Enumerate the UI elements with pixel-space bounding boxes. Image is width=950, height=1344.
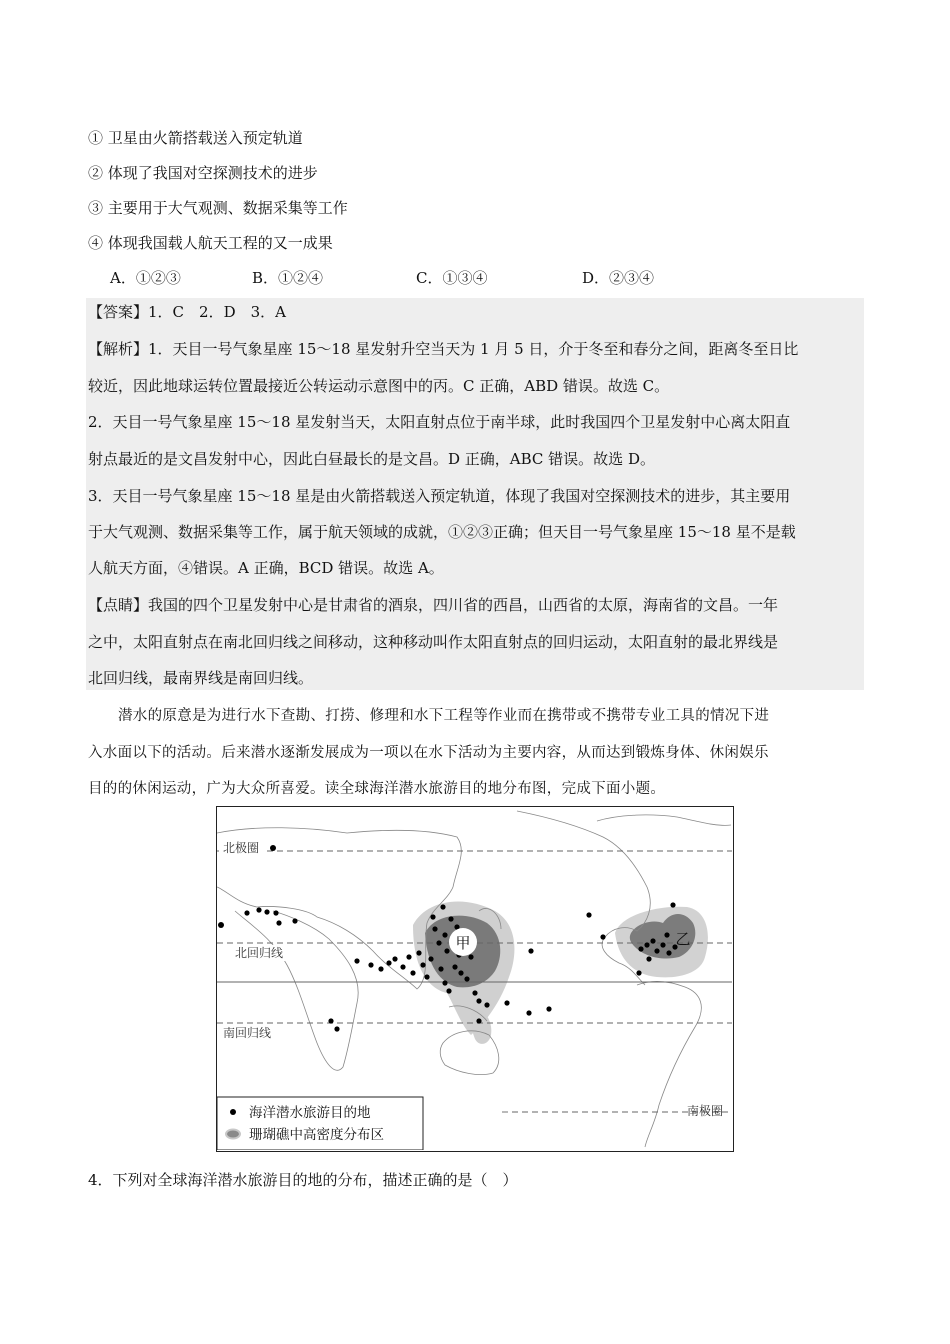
- pointer-line: 北回归线，最南界线是南回归线。: [88, 669, 314, 687]
- option-d[interactable]: D．②③④: [582, 269, 655, 287]
- answer-explanation-block: [86, 298, 864, 690]
- statement-4: ④ 体现我国载人航天工程的又一成果: [88, 234, 333, 252]
- tropic-of-capricorn-label: 南回归线: [223, 1026, 272, 1040]
- arctic-circle-label: 北极圈: [223, 841, 260, 855]
- analysis-line: 3．天目一号气象星座 15～18 星是由火箭搭载送入预定轨道，体现了我国对空探测技术的进步，其主要用: [88, 487, 791, 505]
- legend-coral-zone: 珊瑚礁中高密度分布区: [249, 1127, 384, 1143]
- region-jia-label: 甲: [455, 934, 471, 952]
- option-c[interactable]: C．①③④: [416, 269, 488, 287]
- pointer-line: 之中，太阳直射点在南北回归线之间移动，这种移动叫作太阳直射点的回归运动，太阳直射的最北界线是: [88, 633, 779, 651]
- map-legend: [217, 1097, 423, 1150]
- statement-3: ③ 主要用于大气观测、数据采集等工作: [88, 199, 348, 217]
- tropic-of-cancer-label: 北回归线: [235, 946, 284, 960]
- option-b[interactable]: B．①②④: [252, 269, 324, 287]
- analysis-line: 较近，因此地球运转位置最接近公转运动示意图中的丙。C 正确，ABD 错误。故选 C。: [88, 377, 670, 395]
- intro-line: 目的的休闲运动，广为大众所喜爱。读全球海洋潜水旅游目的地分布图，完成下面小题。: [88, 781, 666, 797]
- intro-line: 入水面以下的活动。后来潜水逐渐发展成为一项以在水下活动为主要内容，从而达到锻炼身体、休闲娱乐: [88, 745, 769, 761]
- analysis-line: 于大气观测、数据采集等工作，属于航天领域的成就，①②③正确；但天目一号气象星座 15～18 星不是载: [88, 523, 796, 541]
- world-map-svg: [217, 807, 732, 1150]
- analysis-line: 射点最近的是文昌发射中心，因此白昼最长的是文昌。D 正确，ABC 错误。故选 D。: [88, 450, 655, 468]
- analysis-line: 2．天目一号气象星座 15～18 星发射当天，太阳直射点位于南半球，此时我国四个卫星发射中心离太阳直: [88, 413, 791, 431]
- statement-2: ② 体现了我国对空探测技术的进步: [88, 164, 318, 182]
- pointer-line: 【点睛】我国的四个卫星发射中心是甘肃省的酒泉，四川省的西昌，山西省的太原，海南省的文昌。一年: [88, 596, 779, 614]
- answer-line: 【答案】1．C 2．D 3．A: [88, 303, 286, 321]
- statement-1: ① 卫星由火箭搭载送入预定轨道: [88, 129, 303, 147]
- region-yi-label: 乙: [675, 930, 691, 948]
- antarctic-circle-label: 南极圈: [687, 1104, 724, 1118]
- dive-site-legend-icon: [230, 1109, 236, 1115]
- option-a[interactable]: A．①②③: [110, 269, 181, 287]
- coral-zone-legend-icon: [226, 1130, 240, 1139]
- intro-line: 潜水的原意是为进行水下查勘、打捞、修理和水下工程等作业而在携带或不携带专业工具的情况下进: [118, 708, 770, 724]
- legend-dive-site: 海洋潜水旅游目的地: [249, 1105, 371, 1121]
- dive-destination-map: [216, 806, 734, 1152]
- question-4: 4．下列对全球海洋潜水旅游目的地的分布，描述正确的是（ ）: [88, 1171, 518, 1189]
- analysis-line: 人航天方面，④错误。A 正确，BCD 错误。故选 A。: [88, 559, 444, 577]
- analysis-line: 【解析】1．天目一号气象星座 15～18 星发射升空当天为 1 月 5 日，介于冬至和春分之间，距离冬至日比: [88, 340, 799, 358]
